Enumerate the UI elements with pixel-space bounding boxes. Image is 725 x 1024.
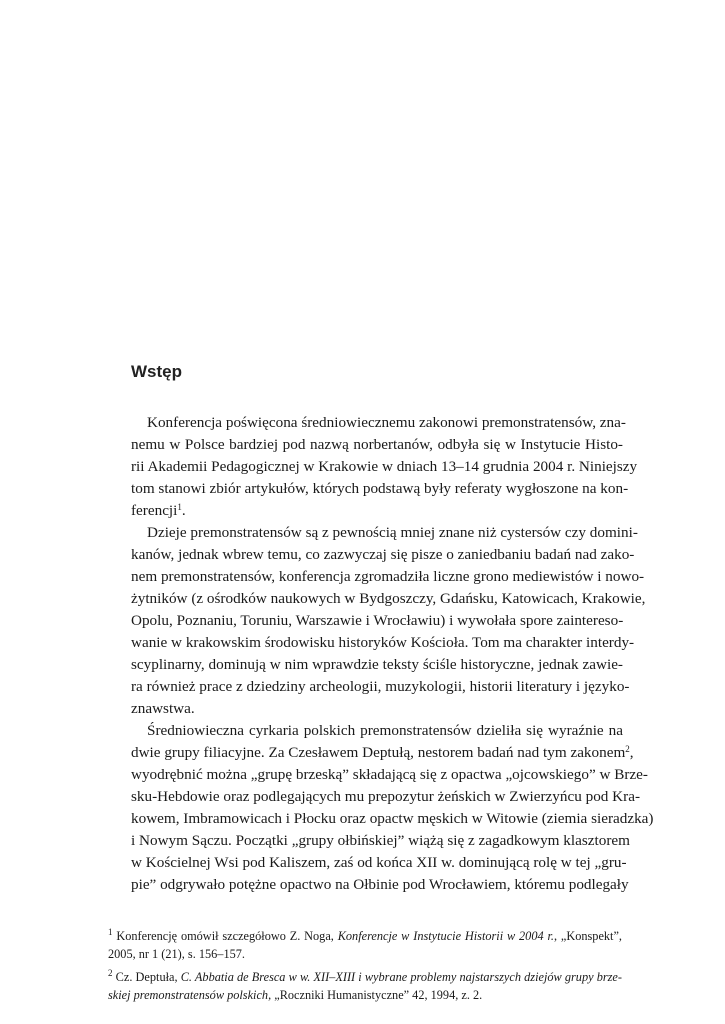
paragraph-1-line-5: ferencji$^1$. [131, 502, 186, 519]
footnote-2-line-2: skiej premonstratensów polskich, „Roczniki Humanistyczne” 42, 1994, z. 2. [108, 988, 483, 1002]
footnote-1-line-1: $^1$ Konferencję omówił szczegółowo Z. Noga, Konferencje w Instytucie Historii w 2004 r., „Konspekt”, [108, 927, 622, 943]
paragraph-3-line-1: Średniowieczna cyrkaria polskich premonstratensów dzieliła się wyraźnie na [147, 722, 623, 739]
footnote-1-line-2: 2005, nr 1 (21), s. 156–157. [108, 947, 245, 961]
paragraph-1-line-2: nemu w Polsce bardziej pod nazwą norbertanów, odbyła się w Instytucie Histo- [131, 436, 623, 453]
section-heading: Wstęp [131, 362, 182, 381]
paragraph-3-line-6: i Nowym Sączu. Początki „grupy ołbińskiej” wiążą się z zagadkowym klasztorem [131, 832, 630, 849]
paragraph-2-line-7: scyplinarny, dominują w nim wprawdzie teksty ściśle historyczne, jednak zawie- [131, 656, 623, 673]
footnote-ref-1[interactable]: 1 [177, 502, 182, 512]
footnote-2-line-1: $^2$ Cz. Deptuła, C. Abbatia de Bresca w w. XII–XIII i wybrane problemy najstarszych dziejów grupy brze- [108, 968, 622, 984]
paragraph-3-line-3: wyodrębnić można „grupę brzeską” składającą się z opactwa „ojcowskiego” w Brze- [131, 766, 648, 783]
paragraph-3-line-4: sku-Hebdowie oraz podlegających mu prepozytur żeńskich w Zwierzyńcu pod Kra- [131, 788, 641, 805]
footnote-ref-2[interactable]: 2 [625, 744, 630, 754]
paragraph-1-line-3: rii Akademii Pedagogicznej w Krakowie w dniach 13–14 grudnia 2004 r. Niniejszy [131, 458, 638, 475]
footnote-1-number: 1 [108, 927, 113, 937]
paragraph-3-line-8: pie” odgrywało potężne opactwo na Ołbinie pod Wrocławiem, któremu podlegały [131, 876, 629, 893]
footnote-2-number: 2 [108, 968, 113, 978]
paragraph-2-line-3: nem premonstratensów, konferencja zgromadziła liczne grono mediewistów i nowo- [131, 568, 645, 585]
paragraph-3-line-5: kowem, Imbramowicach i Płocku oraz opactw męskich w Witowie (ziemia sieradzka) [131, 810, 654, 827]
paragraph-2-line-5: Opolu, Poznaniu, Toruniu, Warszawie i Wrocławiu) i wywołała spore zaintereso- [131, 612, 624, 629]
paragraph-1-line-4: tom stanowi zbiór artykułów, których podstawą były referaty wygłoszone na kon- [131, 480, 629, 497]
paragraph-1-line-1: Konferencja poświęcona średniowiecznemu zakonowi premonstratensów, zna- [147, 414, 626, 431]
paragraph-2-line-9: znawstwa. [131, 700, 195, 717]
paragraph-2-line-8: ra również prace z dziedziny archeologii, muzykologii, historii literatury i języko- [131, 678, 630, 695]
paragraph-2-line-4: żytników (z ośrodków naukowych w Bydgoszczy, Gdańsku, Katowicach, Krakowie, [131, 590, 646, 607]
paragraph-2-line-6: wanie w krakowskim środowisku historyków Kościoła. Tom ma charakter interdy- [131, 634, 635, 651]
paragraph-2-line-2: kanów, jednak wbrew temu, co zazwyczaj się pisze o zaniedbaniu badań nad zako- [131, 546, 635, 563]
paragraph-3-line-7: w Kościelnej Wsi pod Kaliszem, zaś od końca XII w. dominującą rolę w tej „gru- [131, 854, 627, 871]
paragraph-2-line-1: Dzieje premonstratensów są z pewnością mniej znane niż cystersów czy domini- [147, 524, 638, 541]
paragraph-3-line-2: dwie grupy filiacyjne. Za Czesławem Deptułą, nestorem badań nad tym zakonem$^2$, [131, 744, 634, 761]
